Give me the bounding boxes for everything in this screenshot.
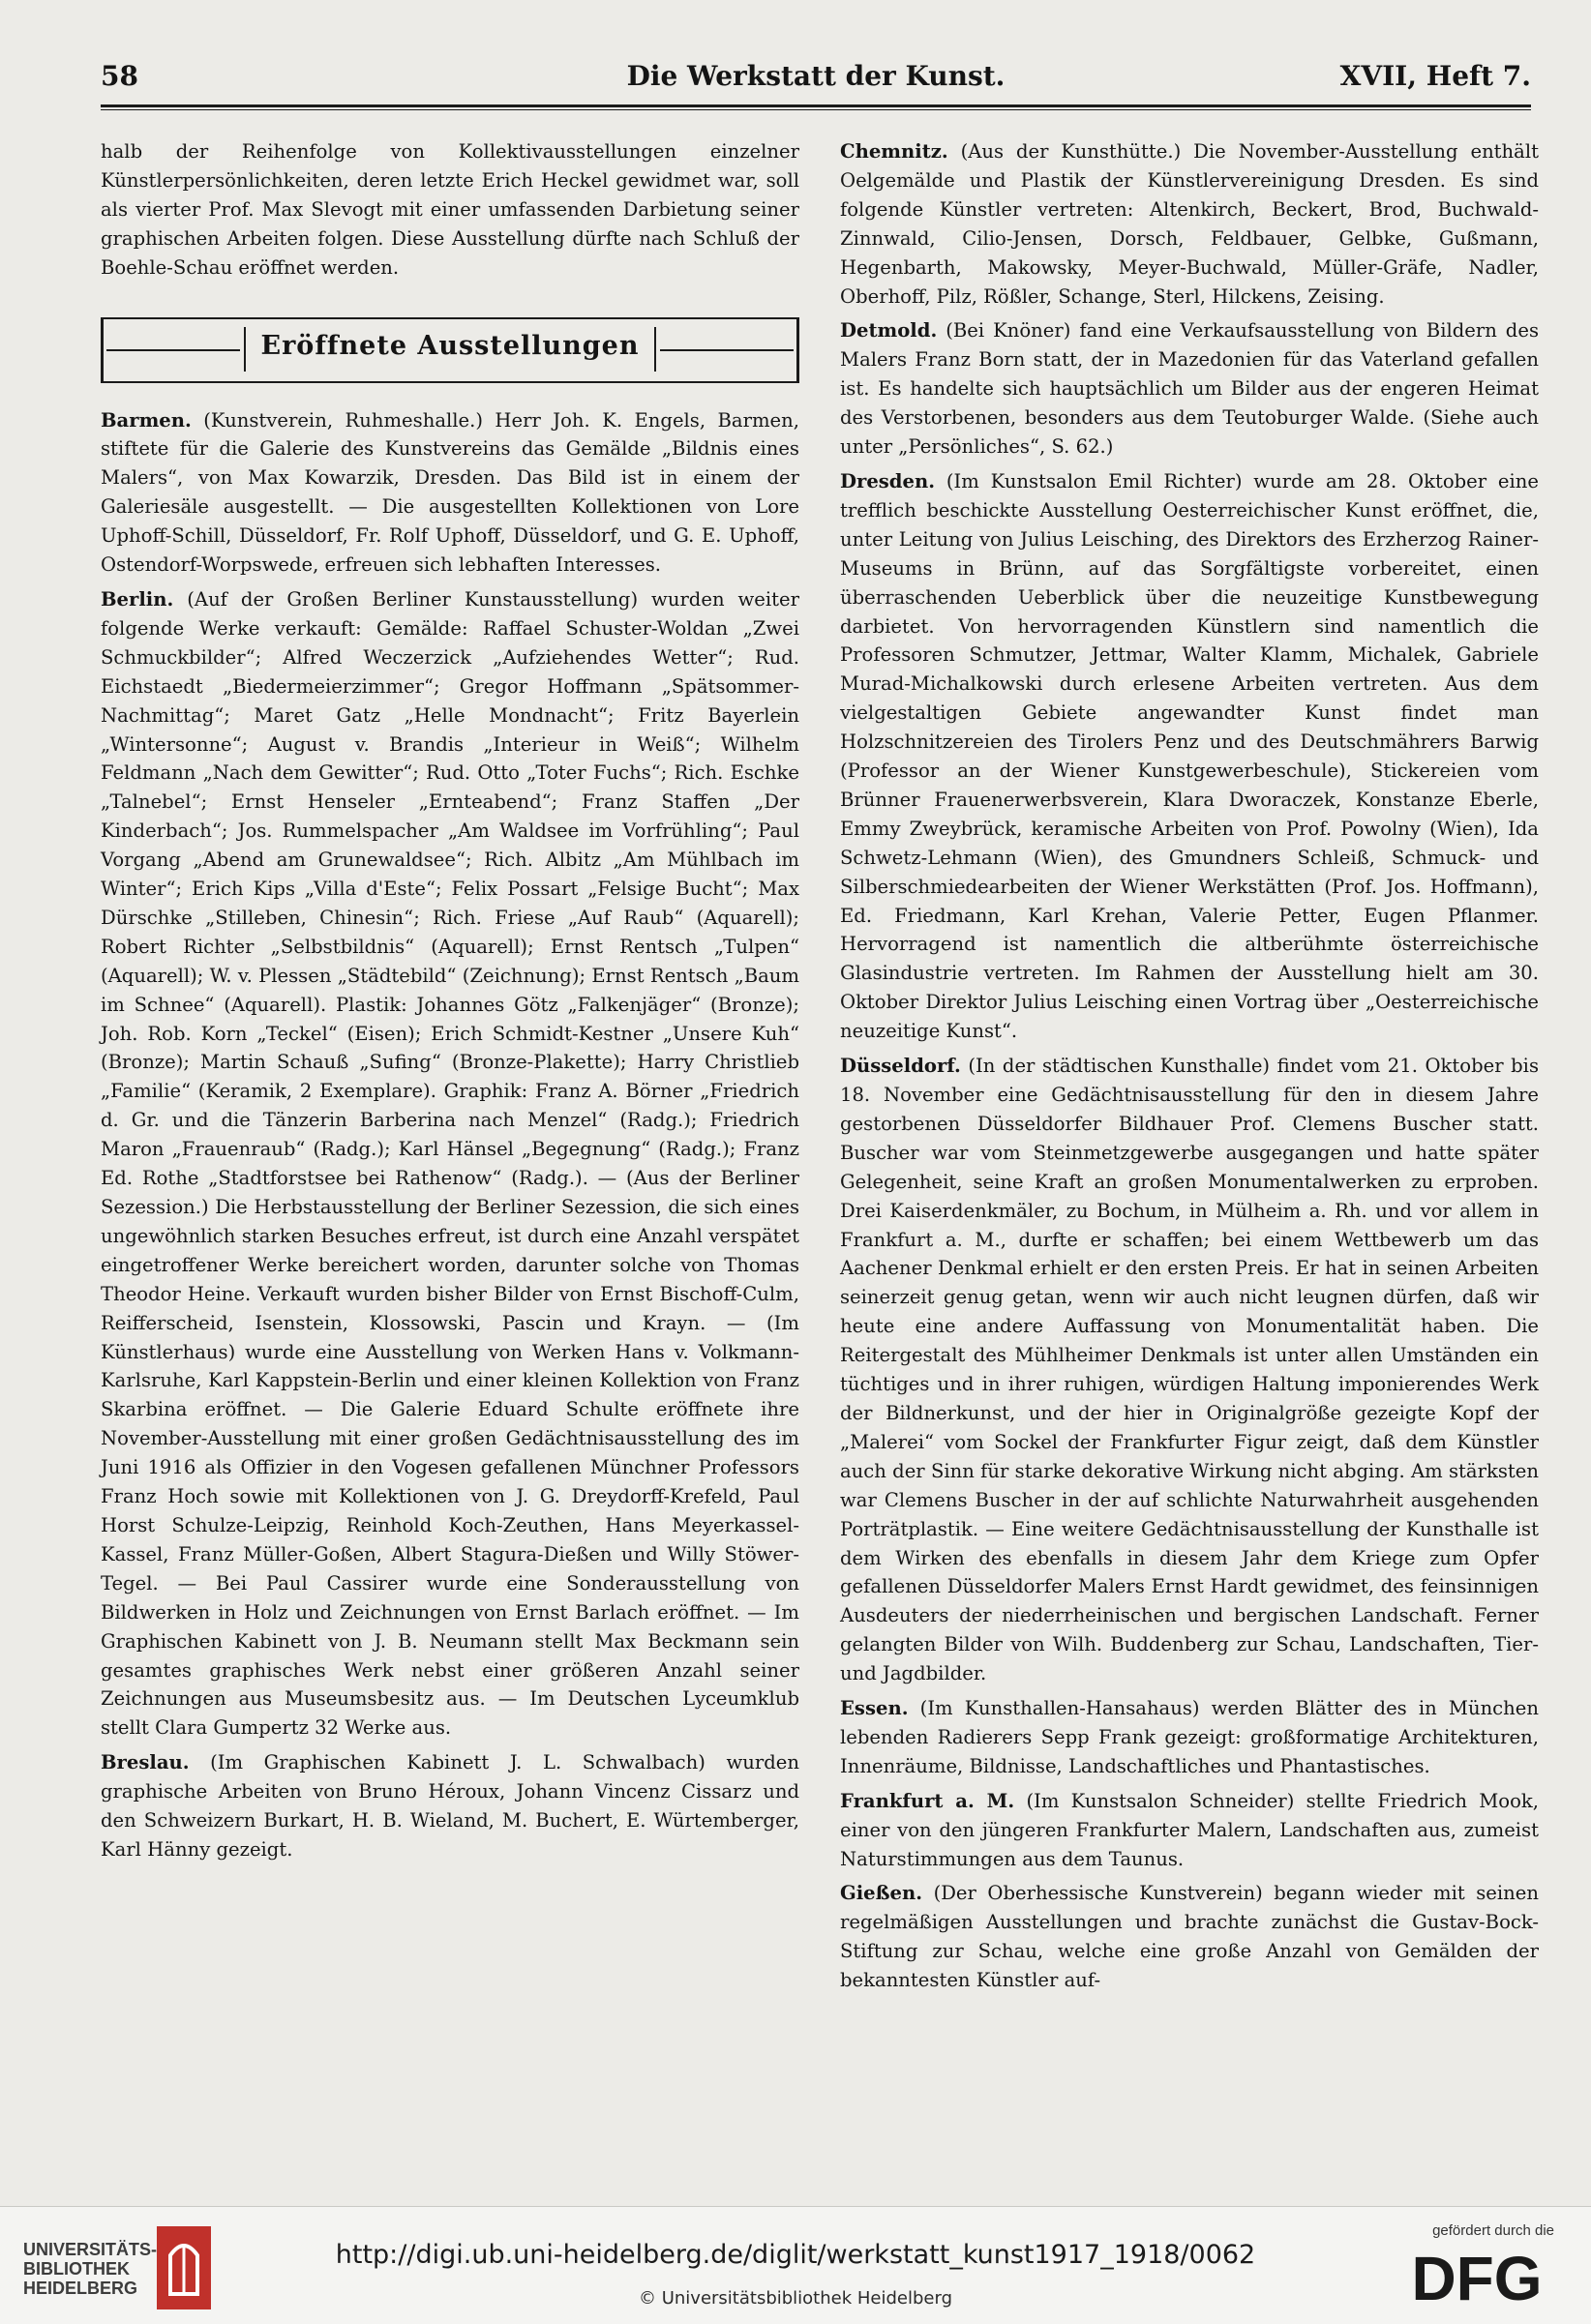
dfg-logo-text: DFG [1411, 2246, 1543, 2309]
intro-paragraph: halb der Reihenfolge von Kollektivausstellungen einzelner Künstlerpersönlichkeiten, deren letzte Erich Heckel gewidmet war, soll als vierter Prof. Max Slevogt mit einer umfassenden Darbietung seiner graphischen Arbeiten folgen. Diese Ausstellung dürfte nach Schluß der Boehle-Schau eröffnet werden. [101, 140, 799, 279]
heading-tick-left [244, 327, 246, 372]
entry-place: Chemnitz. [840, 140, 948, 163]
entry-paragraph [840, 1052, 1539, 1688]
header-rule [101, 104, 1531, 110]
heading-tick-right [654, 327, 656, 372]
entry-place: Breslau. [101, 1751, 190, 1774]
entry-place: Berlin. [101, 587, 174, 611]
funding-note: gefördert durch die [1432, 2222, 1554, 2239]
entry-text: (In der städtischen Kunsthalle) findet vom 21. Oktober bis 18. November eine Gedächtnisausstellung für den in diesem Jahre gestorbenen Düsseldorfer Bildhauer Prof. Clemens Buscher statt. Buscher war vom Steinmetzgewerbe ausgegangen und hatte später Gelegenheit, seine Kraft an großen Monumentalwerken zu erproben. Drei Kaiserdenkmäler, zu Bochum, in Mülheim a. Rh. und vor allem in Frankfurt a. M., durfte er schaffen; bei einem Wettbewerb um das Aachener Denkmal erhielt er den ersten Preis. Er hat in seinen Arbeiten seinerzeit genug getan, wenn wir auch nicht leugnen dürfen, daß wir heute eine andere Auffassung von Monumentalität haben. Die Reitergestalt des Mühlheimer Denkmals ist unter allen Umständen ein tüchtiges und in ihrer ruhigen, würdigen Haltung imponierendes Werk der Bildnerkunst, und der hier in Originalgröße gezeigte Kopf der „Malerei“ vom Sockel der Frankfurter Figur zeigt, daß dem Künstler auch der Sinn für starke dekorative Wirkung nicht abging. Am stärksten war Clemens Buscher in der auf schlichte Naturwahrheit ausgehenden Porträtplastik. — Eine weitere Gedächtnisausstellung der Kunsthalle ist dem Wirken des ebenfalls in diesem Jahr dem Kriege zum Opfer gefallenen Düsseldorfer Malers Ernst Hardt gewidmet, des feinsinnigen Ausdeuters der niederrheinischen und bergischen Landschaft. Ferner gelangten Bilder von Wilh. Buddenberg zur Schau, Landschaften, Tier- und Jagdbilder. [840, 1055, 1539, 1685]
entry-place: Frankfurt a. M. [840, 1789, 1015, 1812]
entry-place: Essen. [840, 1697, 909, 1720]
page-header [101, 60, 1531, 103]
issue-label: XVII, Heft 7. [1339, 60, 1531, 92]
entry-place: Barmen. [101, 408, 192, 432]
entry-place: Düsseldorf. [840, 1055, 961, 1078]
section-heading: Eröffnete Ausstellungen [260, 330, 640, 361]
library-name-line: HEIDELBERG [23, 2279, 138, 2298]
entry-text: (Im Kunsthallen-Hansahaus) werden Blätter des in München lebenden Radierers Sepp Frank gezeigt: großformatige Architekturen, Innenräume, Bildnisse, Landschaftliches und Phantastisches. [840, 1697, 1539, 1777]
library-name-line: BIBLIOTHEK [23, 2259, 130, 2279]
entry-paragraph [101, 1748, 799, 1864]
entry-text: (Auf der Großen Berliner Kunstausstellung) wurden weiter folgende Werke verkauft: Gemälde: Raffael Schuster-Woldan „Zwei Schmuckbilder“; Alfred Weczerzick „Aufziehendes Wetter“; Rud. Eichstaedt „Biedermeierzimmer“; Gregor Hoffmann „Spätsommer-Nachmittag“; Maret Gatz „Helle Mondnacht“; Fritz Bayerlein „Wintersonne“; August v. Brandis „Interieur in Weiß“; Wilhelm Feldmann „Nach dem Gewitter“; Rud. Otto „Toter Fuchs“; Rich. Eschke „Talnebel“; Ernst Henseler „Ernteabend“; Franz Staffen „Der Kinderbach“; Jos. Rummelspacher „Am Waldsee im Vorfrühling“; Paul Vorgang „Abend am Grunewaldsee“; Rich. Albitz „Am Mühlbach im Winter“; Erich Kips „Villa d'Este“; Felix Possart „Felsige Bucht“; Max Dürschke „Stilleben, Chinesin“; Rich. Friese „Auf Raub“ (Aquarell); Robert Richter „Selbstbildnis“ (Aquarell); Ernst Rentsch „Tulpen“ (Aquarell); W. v. Plessen „Städtebild“ (Zeichnung); Ernst Rentsch „Baum im Schnee“ (Aquarell). Plastik: Johannes Götz „Falkenjäger“ (Bronze); Joh. Rob. Korn „Teckel“ (Eisen); Erich Schmidt-Kestner „Unsere Kuh“ (Bronze); Martin Schauß „Sufing“ (Bronze-Plakette); Harry Christlieb „Familie“ (Keramik, 2 Exemplare). Graphik: Franz A. Börner „Friedrich d. Gr. und die Tänzerin Barberina nach Menzel“ (Radg.); Friedrich Maron „Frauenraub“ (Radg.); Karl Hänsel „Begegnung“ (Radg.); Franz Ed. Rothe „Stadtforstsee bei Rathenow“ (Radg.). — (Aus der Berliner Sezession.) Die Herbstausstellung der Berliner Sezession, die sich eines ungewöhnlich starken Besuches erfreut, ist durch eine Anzahl verspätet eingetroffener Werke bereichert worden, darunter solche von Thomas Theodor Heine. Verkauft wurden bisher Bilder von Ernst Bischoff-Culm, Reifferscheid, Isenstein, Klossowski, Pascin und Krayn. — (Im Künstlerhaus) wurde eine Ausstellung von Werken Hans v. Volkmann-Karlsruhe, Karl Kappstein-Berlin und einer kleinen Kollektion von Franz Skarbina eröffnet. — Die Galerie Eduard Schulte eröffnete ihre November-Ausstellung mit einer großen Gedächtnisausstellung des im Juni 1916 als Offizier in den Vogesen gefallenen Münchner Professors Franz Hoch sowie mit Kollektionen von J. G. Dreydorff-Krefeld, Paul Horst Schulze-Leipzig, Reinhold Koch-Zeuthen, Hans Meyerkassel-Kassel, Franz Müller-Goßen, Albert Stagura-Dießen und Willy Stöwer-Tegel. — Bei Paul Cassirer wurde eine Sonderausstellung von Bildwerken in Holz und Zeichnungen von Ernst Barlach eröffnet. — Im Graphischen Kabinett von J. B. Neumann stellt Max Beckmann sein gesamtes graphisches Werk nebst einer größeren Anzahl seiner Zeichnungen aus Museumsbesitz aus. — Im Deutschen Lyceumklub stellt Clara Gumpertz 32 Werke aus. [101, 587, 799, 1740]
viewer-footer [0, 2206, 1591, 2324]
section-heading-box [101, 317, 799, 383]
heading-rule-right [660, 349, 794, 351]
entry-text: (Im Kunstsalon Emil Richter) wurde am 28. Oktober eine trefflich beschickte Ausstellung Oesterreichischer Kunst eröffnet, die, unter Leitung von Julius Leisching, des Direktors des Erzherzog Rainer-Museums in Brünn, auf das Sorgfältigste vorbereitet, einen überraschenden Ueberblick über die neuzeitige Kunstbewegung darbietet. Von hervorragenden Künstlern sind namentlich die Professoren Schmutzer, Jettmar, Walter Klamm, Michalek, Gabriele Murad-Michalkowski durch erlesene Arbeiten vertreten. Aus dem vielgestaltigen Gebiete angewandter Kunst findet man Holzschnitzereien des Tirolers Penz und des Deutschmährers Barwig (Professor an der Wiener Kunstgewerbeschule), Stickereien vom Brünner Frauenerwerbsverein, Klara Dworaczek, Konstanze Eberle, Emmy Zweybrück, keramische Arbeiten von Prof. Powolny (Wien), Ida Schwetz-Lehmann (Wien), des Gmundners Schleiß, Schmuck- und Silberschmiedearbeiten der Wiener Werkstätten (Prof. Jos. Hoffmann), Ed. Friedmann, Karl Krehan, Valerie Petter, Eugen Pflanmer. Hervorragend ist namentlich die altberühmte österreichische Glasindustrie vertreten. Im Rahmen der Ausstellung hielt am 30. Oktober Direktor Julius Leisching einen Vortrag über „Oesterreichische neuzeitige Kunst“. [840, 469, 1539, 1043]
entry-paragraph [840, 316, 1539, 462]
heading-rule-left [106, 349, 240, 351]
page-number: 58 [101, 60, 138, 92]
dfg-logo [1399, 2246, 1554, 2309]
entry-paragraph [840, 1879, 1539, 1995]
entry-paragraph [840, 137, 1539, 311]
entry-place: Gießen. [840, 1882, 923, 1905]
entry-paragraph [101, 406, 799, 580]
entry-text: (Bei Knöner) fand eine Verkaufsausstellung von Bildern des Malers Franz Born statt, der in Mazedonien für das Vaterland gefallen ist. Es handelte sich hauptsächlich um Bilder aus der engeren Heimat des Verstorbenen, besonders aus dem Teutoburger Walde. (Siehe auch unter „Persönliches“, S. 62.) [840, 319, 1539, 459]
entry-text: (Kunstverein, Ruhmeshalle.) Herr Joh. K. Engels, Barmen, stiftete für die Galerie des Kunstvereins das Gemälde „Bildnis eines Malers“, von Max Kowarzik, Dresden. Das Bild ist in einem der Galeriesäle ausgestellt. — Die ausgestellten Kollektionen von Lore Uphoff-Schill, Düsseldorf, Fr. Rolf Uphoff, Düsseldorf, und G. E. Uphoff, Ostendorf-Worpswede, erfreuen sich lebhaften Interesses. [101, 408, 799, 577]
left-column [101, 137, 799, 1870]
entry-paragraph [840, 467, 1539, 1046]
page-url-link[interactable]: http://digi.ub.uni-heidelberg.de/diglit/werkstatt_kunst1917_1918/0062 [335, 2240, 1256, 2270]
entry-place: Dresden. [840, 469, 936, 492]
entry-paragraph [840, 1787, 1539, 1874]
copyright-notice: © Universitätsbibliothek Heidelberg [638, 2288, 952, 2309]
right-column [840, 137, 1539, 2001]
entry-paragraph [840, 1694, 1539, 1781]
journal-title: Die Werkstatt der Kunst. [626, 60, 1006, 92]
entry-place: Detmold. [840, 319, 938, 343]
entry-text: (Im Graphischen Kabinett J. L. Schwalbach) wurden graphische Arbeiten von Bruno Héroux, Johann Vincenz Cissarz und den Schweizern Burkart, H. B. Wieland, M. Buchert, E. Würtemberger, Karl Hänny gezeigt. [101, 1751, 799, 1861]
entry-text: (Aus der Kunsthütte.) Die November-Ausstellung enthält Oelgemälde und Plastik der Künstlervereinigung Dresden. Es sind folgende Künstler vertreten: Altenkirch, Beckert, Brod, Buchwald-Zinnwald, Cilio-Jensen, Dorsch, Feldbauer, Gelbke, Gußmann, Hegenbarth, Makowsky, Meyer-Buchwald, Müller-Gräfe, Nadler, Oberhoff, Pilz, Rößler, Schange, Sterl, Hilckens, Zeising. [840, 140, 1539, 308]
entry-text: (Im Kunstsalon Schneider) stellte Friedrich Mook, einer von den jüngeren Frankfurter Malern, Landschaften aus, zumeist Naturstimmungen aus dem Taunus. [840, 1789, 1539, 1870]
entry-text: (Der Oberhessische Kunstverein) begann wieder mit seinen regelmäßigen Ausstellungen und brachte zunächst die Gustav-Bock-Stiftung zur Schau, welche eine große Anzahl von Gemälden der bekanntesten Künstler auf- [840, 1882, 1539, 1992]
entry-paragraph [101, 585, 799, 1743]
library-name-line: UNIVERSITÄTS- [23, 2240, 158, 2259]
